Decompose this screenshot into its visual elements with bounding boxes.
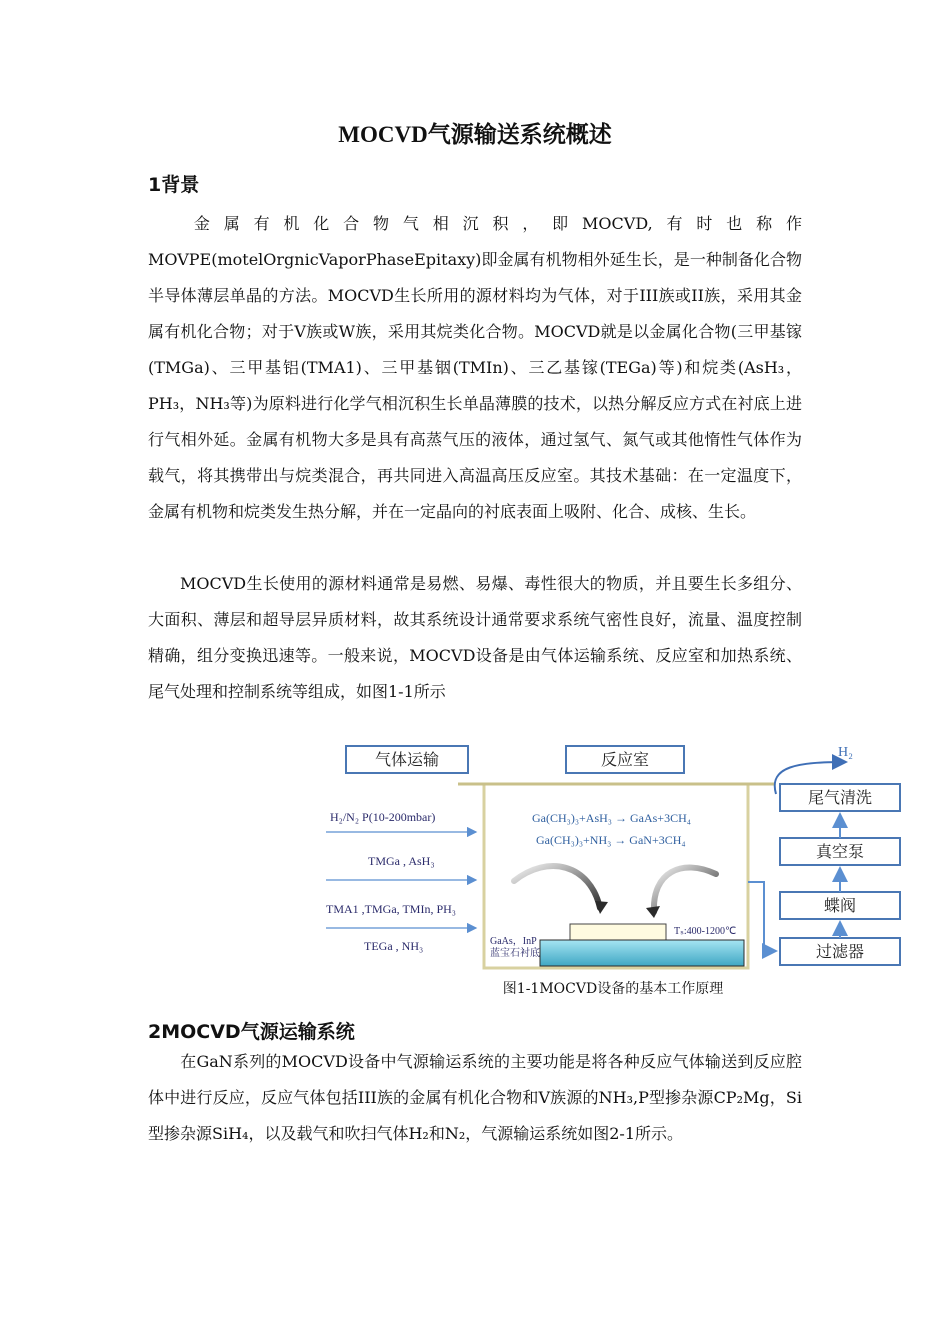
equation-1: Ga(CH₃)₃+AsH₃ → GaAs+3CH₄ (532, 811, 691, 825)
vacuum-pump-label: 真空泵 (815, 842, 865, 861)
section-heading-gas-system: 2MOCVD气源运输系统 (148, 1021, 355, 1043)
chamber-label: 反应室 (600, 750, 650, 769)
input-line-3-label: TMA1 ,TMGa, TMIn, PH₃ (326, 902, 456, 916)
flow-arrowhead-right (646, 906, 660, 918)
butterfly-valve-label: 蝶阀 (823, 896, 857, 915)
filter-label: 过滤器 (815, 942, 865, 961)
paragraph-text: 在GaN系列的MOCVD设备中气源输运系统的主要功能是将各种反应气体输送到反应腔体中进行反应，反应气体包括III族的金属有机化合物和V族源的NH₃,P型掺杂源CP₂Mg，Si型掺杂源SiH₄，以及载气和吹扫气体H₂和N₂，气源输运系统如图2-1所示。 (148, 1052, 802, 1143)
flow-curve-right (654, 868, 716, 912)
paragraph-text: MOCVD生长使用的源材料通常是易燃、易爆、毒性很大的物质，并且要生长多组分、大面积、薄层和超导层异质材料，故其系统设计通常要求系统气密性良好，流量、温度控制精确，组分变换迅速等。一般来说，MOCVD设备是由气体运输系统、反应室和加热系统、尾气处理和控制系统等组成，如图1-1所示 (148, 574, 802, 701)
wafer (570, 924, 666, 940)
input-line-1-label: H₂/N₂ P(10-200mbar) (330, 810, 436, 824)
page-title: MOCVD气源输送系统概述 (338, 122, 612, 147)
paragraph-background-2 (148, 566, 802, 710)
flow-curve-left (514, 866, 600, 908)
paragraph-text: 金属有机化合物气相沉积，即MOCVD,有时也称作MOVPE(motelOrgnicVaporPhaseEpitaxy)即金属有机物相外延生长，是一种制备化合物半导体薄层单晶的方法。MOCVD生长所用的源材料均为气体，对于III族或II族，采用其金属有机化合物；对于V族或W族，采用其烷类化合物。MOCVD就是以金属化合物(三甲基镓(TMGa)、三甲基铝(TMA1)、三甲基铟(TMIn)、三乙基镓(TEGa)等)和烷类(AsH₃，PH₃，NH₃等)为原料进行化学气相沉积生长单晶薄膜的技术，以热分解反应方式在衬底上进行气相外延。金属有机物大多是具有高蒸气压的液体，通过氢气、氮气或其他惰性气体作为载气，将其携带出与烷类混合，再共同进入高温高压反应室。其技术基础：在一定温度下，金属有机物和烷类发生热分解，并在一定晶向的衬底表面上吸附、化合、成核、生长。 (148, 214, 802, 521)
exhaust-clean-label: 尾气清洗 (807, 788, 873, 807)
substrate-label-1: GaAs，InP (490, 936, 537, 947)
mocvd-diagram (318, 736, 908, 972)
gas-transport-label: 气体运输 (374, 750, 440, 769)
substrate-label-2: 蓝宝石衬底 (490, 948, 540, 959)
susceptor (540, 940, 744, 966)
figure-caption: 图1-1MOCVD设备的基本工作原理 (502, 981, 724, 997)
input-line-2-label: TMGa , AsH₃ (368, 854, 435, 868)
paragraph-background-1 (148, 206, 802, 530)
arrow-chamber-filter (748, 882, 776, 951)
equation-2: Ga(CH₃)₃+NH₃ → GaN+3CH₄ (536, 833, 686, 847)
temperature-label: Tₛ:400-1200℃ (674, 926, 737, 937)
input-line-4-label: TEGa , NH₃ (364, 939, 424, 953)
paragraph-gas-system (148, 1044, 802, 1152)
section-heading-background: 1背景 (148, 174, 200, 196)
h2-label: H₂ (838, 745, 853, 760)
